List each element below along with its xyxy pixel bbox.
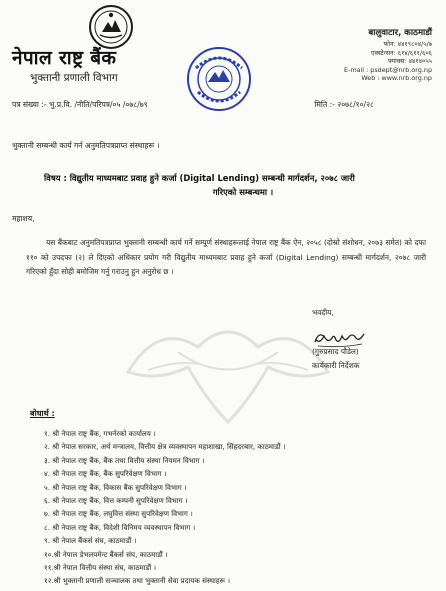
bank-name: नेपाल राष्ट्र बैंक (12, 47, 117, 69)
subject-line-2: गरिएको सम्बन्धमा । (212, 187, 274, 197)
contact-block (312, 28, 432, 83)
closing-regards: भवदीय, (312, 308, 334, 317)
contact-web: Web : www.nrb.org.np (361, 74, 432, 83)
list-item: १०.श्री नेपाल डेभलपमेन्ट बैंकर्स संघ, काठमाडौं । (44, 549, 168, 559)
signer-name: (गुरुप्रसाद पौडेल) (312, 347, 359, 356)
list-item: ४. श्री नेपाल राष्ट्र बैंक, बैंक सुपरिवेक्षण विभाग । (44, 469, 167, 479)
contact-phone: फोन: ४४१९८०४/५/७ (383, 40, 432, 48)
department-name: भुक्तानी प्रणाली विभाग (30, 72, 118, 84)
contact-address: बालुवाटार, काठमाडौं (368, 28, 432, 38)
department-seal-stamp-icon (186, 46, 252, 112)
subject-line-1: विषय : विद्युतीय माध्यमबाट प्रवाह हुने कर्जा (Digital Lending) सम्बन्धी मार्गदर्शन, २०७८ जारी (44, 173, 355, 183)
recipient-line: भुक्तानी सम्बन्धी कार्य गर्न अनुमतिपत्रप्राप्त संस्थाहरू । (12, 141, 160, 150)
list-item: ३. श्री नेपाल राष्ट्र बैंक, बैंक तथा वित्तीय संस्था नियमन विभाग । (44, 455, 205, 465)
list-item: ६. श्री नेपाल राष्ट्र बैंक, वित्त कम्पनी सुपरिवेक्षण विभाग । (44, 496, 188, 506)
list-item: १. श्री नेपाल राष्ट्र बैंक, गभर्नरको कार्यालय । (44, 429, 156, 438)
list-item: २. श्री नेपाल सरकार, अर्थ मन्त्रालय, वित्तीय क्षेत्र व्यवस्थापन महाशाखा, सिंहदरबार, काठमाडौं । (44, 442, 286, 452)
reference-number: पत्र संख्या :- भु.प्र.वि. /नीति/परिपत्र/०५ /०७८/७९ (12, 100, 148, 109)
list-item: ५. श्री नेपाल राष्ट्र बैंक, विकास बैंक सुपरिवेक्षण विभाग । (44, 482, 187, 492)
contact-fax: फ्याक्स: ४४१४०५५ (387, 57, 432, 66)
list-item: ११.श्री नेपाल वित्तीय संस्था संघ, काठमाडौं । (44, 563, 157, 573)
cc-list (44, 427, 285, 588)
list-item: ७. श्री नेपाल राष्ट्र बैंक, लघुवित्त संस्था सुपरिवेक्षण विभाग । (44, 509, 193, 519)
letter-date: मिति :- २०७८/१०/२८ (314, 100, 374, 109)
contact-extension: एक्स्टेन्सन: ६१४/६११/६०६ (370, 48, 432, 57)
nrb-watermark-icon (118, 312, 338, 432)
list-item: १२.श्री भुक्तानी प्रणाली सञ्चालक तथा भुक्तानी सेवा प्रदायक संस्थाहरू । (44, 576, 231, 586)
subject-block (44, 171, 402, 199)
cc-heading: बोधार्थ : (30, 409, 55, 418)
body-paragraph: यस बैंकबाट अनुमतिपत्रप्राप्त भुक्तानी सम्बन्धी कार्य गर्ने सम्पूर्ण संस्थाहरूलाई नेपाल राष्ट्र बैंक ऐन, २०५८ (दोस्रो संशोधन, २०७३ समेत) को दफा ११० को उपदफा (२) ले दिएको अधिकार प्रयोग गरी विद्युतीय माध्यमबाट प्रवाह हुने कर्जा (Digital Lending) सम्बन्धी मार्गदर्शन, २०७८ जारी गरिएको हुँदा सोही बमोजिम गर्नु गराउनु हुन अनुरोध छ । (26, 238, 426, 277)
list-item: ८. श्री नेपाल राष्ट्र बैंक, विदेशी विनिमय व्यवस्थापन विभाग । (44, 522, 196, 532)
contact-email: E-mail : psdept@nrb.org.np (344, 65, 432, 74)
salutation: महाशय, (12, 214, 35, 223)
signer-title: कार्यकारी निर्देशक (312, 361, 360, 370)
list-item: ९. श्री नेपाल बैंकर्स संघ, काठमाडौं । (44, 536, 137, 546)
